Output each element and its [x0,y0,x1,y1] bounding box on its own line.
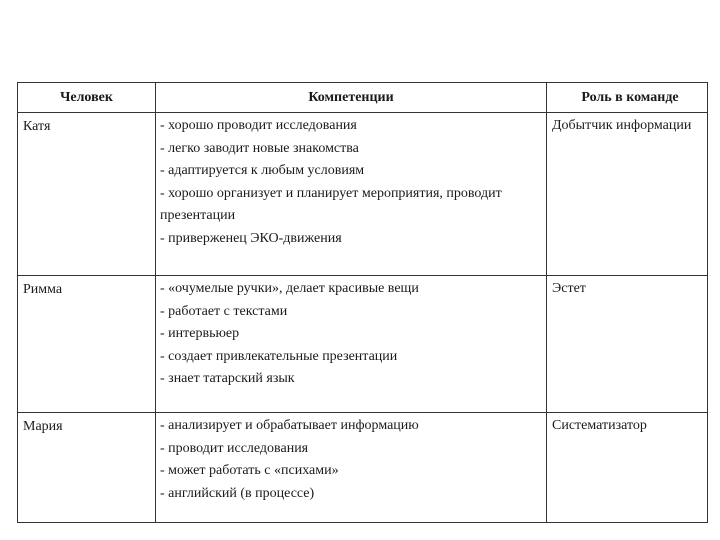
person-name: Римма [18,276,156,413]
competency-item: - работает с текстами [160,303,288,319]
role-text: Добытчик информации [552,118,692,133]
table-row [18,413,708,523]
header-person: Человек [18,83,156,113]
competencies-cell [156,276,547,413]
competency-list [160,415,542,505]
header-competencies: Компетенции [156,83,547,113]
table-row [18,113,708,276]
competency-item: - легко заводит новые знакомства [160,140,359,156]
table-row [18,276,708,413]
competencies-cell [156,413,547,523]
role-cell [547,276,708,413]
competency-list [160,278,542,391]
competencies-cell [156,113,547,276]
competency-item: - хорошо организует и планирует мероприятия, проводит презентации [160,185,502,224]
role-text: Систематизатор [552,418,647,433]
role-text: Эстет [552,281,586,296]
competency-item: - знает татарский язык [160,371,295,387]
competency-item: - проводит исследования [160,440,309,456]
role-cell [547,413,708,523]
competency-item: - приверженец ЭКО-движения [160,230,342,246]
competency-item: - создает привлекательные презентации [160,348,398,364]
person-name: Катя [18,113,156,276]
competency-item: - «очумелые ручки», делает красивые вещи [160,281,419,296]
team-competencies-table [17,82,708,523]
competency-item: - хорошо проводит исследования [160,118,357,133]
competency-item: - интервьюер [160,326,240,342]
competency-list [160,115,542,251]
header-role: Роль в команде [547,83,708,113]
role-cell [547,113,708,276]
person-name: Мария [18,413,156,523]
competency-item: - может работать с «психами» [160,463,339,479]
competency-item: - анализирует и обрабатывает информацию [160,418,419,433]
table-header-row [18,83,708,113]
competency-item: - адаптируется к любым условиям [160,163,365,179]
competency-item: - английский (в процессе) [160,485,315,501]
